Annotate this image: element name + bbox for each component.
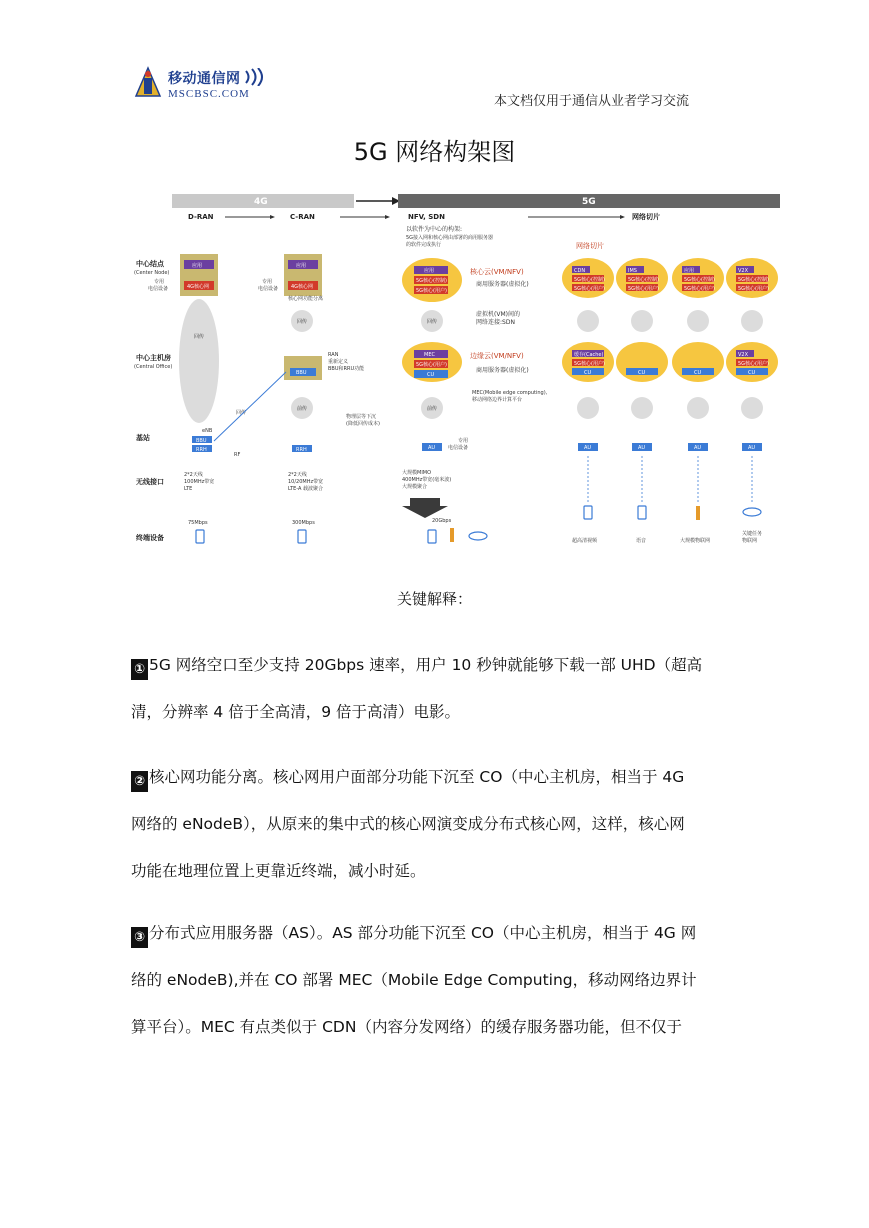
svg-text:语音: 语音 [636,538,647,544]
svg-text:RRH: RRH [296,447,307,453]
svg-text:核心网功能分离: 核心网功能分离 [288,296,324,302]
paragraph-3-line-1: 分布式应用服务器（AS）。AS 部分功能下沉至 CO（中心主机房，相当于 4G 网 [149,924,697,942]
badge-2: ② [131,771,148,792]
svg-text:移动网络边界计算平台: 移动网络边界计算平台 [472,397,523,403]
row-air-interface: 无线接口 [136,478,164,486]
svg-text:应用: 应用 [684,268,695,274]
svg-text:网络连接:SDN: 网络连接:SDN [476,319,515,326]
paragraph-1-line-1: 5G 网络空口至少支持 20Gbps 速率，用户 10 秒钟就能够下载一部 UHD（超高 [149,656,703,674]
svg-text:AU: AU [748,445,756,451]
svg-text:5G核心(用户): 5G核心(用户) [738,361,769,367]
row-center-node-en: (Center Node) [134,270,170,276]
band-4g-label: 4G [254,197,268,207]
logo-mark-icon [130,66,166,102]
svg-text:4G核心网: 4G核心网 [187,284,210,290]
svg-text:MEC(Mobile edge computing),: MEC(Mobile edge computing), [472,390,548,396]
row-central-office-en: (Central Office) [134,364,173,370]
svg-text:5G核心(用户): 5G核心(用户) [416,362,447,368]
note-software-3: 的软件完成执行 [406,242,442,248]
paragraph-3 [131,910,743,1051]
svg-text:IMS: IMS [628,268,637,274]
svg-text:物联网: 物联网 [742,538,758,544]
paragraph-1 [131,642,743,736]
header-note: 本文档仅用于通信从业者学习交流 [494,94,690,109]
svg-text:4G核心网: 4G核心网 [291,284,314,290]
stage-slicing: 网络切片 [632,213,660,221]
svg-text:关键任务: 关键任务 [742,531,763,537]
svg-text:5G核心(用户): 5G核心(用户) [628,286,659,292]
note-software-2: 5G接入网和核心网由部署的商用服务器 [406,235,494,241]
svg-text:CU: CU [427,372,435,378]
svg-text:AU: AU [584,445,592,451]
svg-text:20Gbps: 20Gbps [432,518,452,524]
svg-text:回传: 回传 [236,410,247,416]
stage-c-ran: C-RAN [290,213,315,221]
car-icon [469,532,487,540]
svg-text:前传: 前传 [297,406,308,412]
note-software: 以软件为中心的构架: [406,226,463,233]
thermometer-icon [696,506,700,520]
band-5g-label: 5G [582,197,596,207]
svg-text:10/20MHz带宽: 10/20MHz带宽 [288,479,324,485]
svg-text:CDN: CDN [574,268,586,274]
svg-text:RRH: RRH [196,447,207,453]
svg-text:AU: AU [638,445,646,451]
row-terminal: 终端设备 [136,534,164,542]
signal-waves-icon [244,68,266,86]
paragraph-2 [131,754,743,895]
svg-text:RF: RF [234,452,241,458]
svg-text:5G核心(用户): 5G核心(用户) [684,286,715,292]
thermometer-icon [450,528,454,542]
svg-text:100MHz带宽: 100MHz带宽 [184,479,215,485]
svg-text:CU: CU [584,370,592,376]
svg-text:大规模MIMO: 大规模MIMO [402,470,432,476]
stage-d-ran: D-RAN [188,213,214,221]
svg-text:回传: 回传 [427,319,438,325]
logo-domain: MSCBSC.COM [168,88,250,100]
svg-text:CU: CU [638,370,646,376]
svg-text:5G核心(控制): 5G核心(控制) [738,277,769,283]
svg-text:AU: AU [694,445,702,451]
svg-text:V2X: V2X [738,352,749,358]
car-icon [743,508,761,516]
logo-name: 移动通信网 [168,71,241,87]
svg-text:重新定义: 重新定义 [328,359,349,365]
svg-text:eNB: eNB [202,428,213,434]
svg-text:5G核心(控制): 5G核心(控制) [574,277,605,283]
row-center-node: 中心结点 [136,260,164,268]
network-architecture-figure [130,186,782,558]
paragraph-2-line-1: 核心网功能分离。核心网用户面部分功能下沉至 CO（中心主机房，相当于 4G [149,768,685,786]
svg-text:5G核心(控制): 5G核心(控制) [416,278,447,284]
svg-text:2*2天线: 2*2天线 [184,472,203,478]
paragraph-2-line-2: 网络的 eNodeB），从原来的集中式的核心网演变成分布式核心网，这样，核心网 [131,815,685,833]
stage-nfv-sdn: NFV, SDN [408,213,445,221]
paragraph-3-line-2: 络的 eNodeB),并在 CO 部署 MEC（Mobile Edge Computing，移动网络边界计 [131,971,697,989]
phone-icon [298,530,306,543]
svg-text:电信设备: 电信设备 [448,445,469,451]
svg-text:(降低回传成本): (降低回传成本) [346,421,380,427]
paragraph-1-line-2: 清，分辨率 4 倍于全高清，9 倍于高清）电影。 [131,703,461,721]
svg-text:虚拟机(VM)间的: 虚拟机(VM)间的 [476,311,520,318]
svg-text:专用: 专用 [262,279,273,285]
svg-text:300Mbps: 300Mbps [292,520,315,526]
svg-text:BBU: BBU [296,370,307,376]
svg-text:LTE-A 载波聚合: LTE-A 载波聚合 [288,486,324,492]
svg-text:BBU: BBU [196,438,207,444]
svg-text:MEC: MEC [424,352,435,358]
svg-text:RAN: RAN [328,352,339,358]
svg-text:5G核心(用户): 5G核心(用户) [738,286,769,292]
svg-text:AU: AU [428,445,436,451]
svg-text:5G核心(控制): 5G核心(控制) [628,277,659,283]
svg-text:5G核心(用户): 5G核心(用户) [574,286,605,292]
svg-text:V2X: V2X [738,268,749,274]
svg-text:专用: 专用 [154,279,165,285]
svg-text:2*2天线: 2*2天线 [288,472,307,478]
svg-text:5G核心(用户): 5G核心(用户) [416,288,447,294]
svg-text:回传: 回传 [194,334,205,340]
svg-text:商用服务器(虚拟化): 商用服务器(虚拟化) [476,367,529,374]
svg-text:5G核心(控制): 5G核心(控制) [684,277,715,283]
slicing-title: 网络切片 [576,242,604,250]
svg-text:CU: CU [694,370,702,376]
paragraph-2-line-3: 功能在地理位置上更靠近终端，减小时延。 [131,862,426,880]
phone-icon [584,506,592,519]
svg-text:前传: 前传 [427,406,438,412]
svg-text:核心云(VM/NFV): 核心云(VM/NFV) [470,268,524,276]
badge-1: ① [131,659,148,680]
logo [130,66,280,106]
svg-text:回传: 回传 [297,319,308,325]
svg-text:商用服务器(虚拟化): 商用服务器(虚拟化) [476,281,529,288]
svg-text:75Mbps: 75Mbps [188,520,208,526]
phone-icon [196,530,204,543]
svg-text:超高清视频: 超高清视频 [572,538,598,544]
row-central-office: 中心主机房 [136,354,171,362]
svg-text:缓存(Cache): 缓存(Cache) [574,352,604,358]
paragraph-3-line-3: 算平台）。MEC 有点类似于 CDN（内容分发网络）的缓存服务器功能，但不仅于 [131,1018,682,1036]
download-arrow-icon [402,498,448,518]
svg-text:5G核心(用户): 5G核心(用户) [574,361,605,367]
svg-text:LTE: LTE [184,486,193,492]
badge-3: ③ [131,927,148,948]
svg-text:专用: 专用 [458,438,469,444]
figure-caption: 关键解释： [396,590,472,608]
svg-text:BBU和RRU功能: BBU和RRU功能 [328,366,365,372]
svg-text:电信设备: 电信设备 [258,286,279,292]
architecture-diagram [130,186,782,558]
svg-text:大规模物联网: 大规模物联网 [680,538,711,544]
svg-text:物理层等下沉: 物理层等下沉 [346,414,377,420]
svg-text:应用: 应用 [296,263,307,269]
svg-text:大规模聚合: 大规模聚合 [402,484,428,490]
svg-text:边缘云(VM/NFV): 边缘云(VM/NFV) [470,352,524,360]
row-base-station: 基站 [136,434,150,442]
svg-text:应用: 应用 [192,263,203,269]
d-ran-backhaul [179,299,219,423]
svg-text:应用: 应用 [424,268,435,274]
phone-icon [638,506,646,519]
svg-text:电信设备: 电信设备 [148,286,169,292]
svg-text:CU: CU [748,370,756,376]
page-title: 5G 网络构架图 [353,138,516,166]
phone-icon [428,530,436,543]
svg-text:400MHz带宽(毫米波): 400MHz带宽(毫米波) [402,477,452,483]
